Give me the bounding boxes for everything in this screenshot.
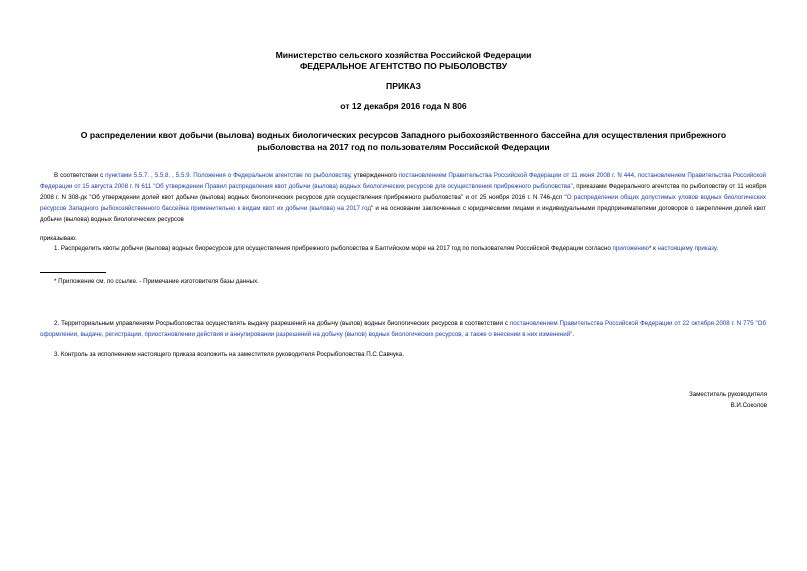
- government-resolution-611-link[interactable]: постановлением Правительства Российской Федерации от 15 августа 2008 г. N 611 "Об утверждении Правил распределения квот добычи (вылова) водных биологических ресурсов для осуществления прибрежного рыболовства": [40, 172, 767, 190]
- order-word: приказываю:: [40, 235, 77, 242]
- item-2-paragraph: [40, 318, 766, 340]
- order-746-link[interactable]: О распределении общих допустимых уловов водных биологических ресурсов Западного рыбохозяйственного бассейна применительно к видам квот их добычи (вылова) на 2017 год: [40, 194, 766, 212]
- item-1-paragraph: [40, 243, 766, 254]
- this-order-link[interactable]: настоящему приказу: [657, 245, 717, 252]
- item-1-text: * к: [648, 245, 658, 252]
- appendix-link[interactable]: приложению: [612, 245, 649, 252]
- preamble-paragraph: [40, 170, 766, 225]
- item-1-text: .: [716, 245, 719, 252]
- agency-name: ФЕДЕРАЛЬНОЕ АГЕНТСТВО ПО РЫБОЛОВСТВУ: [299, 61, 508, 71]
- preamble-text: ,: [634, 172, 638, 179]
- preamble-text: В соответствии с: [54, 172, 106, 179]
- document-date-number: от 12 декабря 2016 года N 806: [340, 101, 467, 111]
- regulation-clauses-link[interactable]: пунктами 5.5.7. , 5.5.8. , 5.5.9. Положения о Федеральном агентстве по рыболовству: [105, 172, 351, 179]
- preamble-text: " и на основании заключенных с юридическими лицами и индивидуальными предпринимателями договоров о закреплении долей квот добычи (вылова) водных биологических ресурсов: [40, 205, 766, 223]
- item-2-text: 2. Территориальным управлениям Росрыболовства осуществлять выдачу разрешений на добычу (вылов) водных биологических ресурсов в соответствии с: [54, 320, 510, 327]
- document-title: О распределении квот добычи (вылова) водных биологических ресурсов Западного рыбохозяйственного бассейна для осуществления прибрежного рыболовства на 2017 год по пользователям Российской Федерации: [80, 130, 727, 152]
- government-resolution-444-link[interactable]: постановлением Правительства Российской Федерации от 11 июня 2008 г. N 444: [398, 172, 635, 179]
- document-type: ПРИКАЗ: [386, 81, 421, 91]
- item-2-text: .: [572, 331, 575, 338]
- signatory-position: Заместитель руководителя: [688, 391, 767, 398]
- government-resolution-775-link[interactable]: постановлением Правительства Российской Федерации от 22 октября 2008 г. N 775 "Об оформлении, выдаче, регистрации, приостановлении действия и аннулировании разрешений на добычу (вылов) водных биологических ресурсов, а также о внесении в них изменений": [40, 320, 767, 338]
- preamble-text: , утвержденного: [350, 172, 399, 179]
- footnote-divider: [40, 272, 106, 273]
- footnote: * Приложение см. по ссылке. - Примечание изготовителя базы данных.: [54, 278, 259, 285]
- item-3-paragraph: 3. Контроль за исполнением настоящего приказа возложить на заместителя руководителя Росрыболовства П.С.Савчука.: [54, 351, 404, 358]
- ministry-name: Министерство сельского хозяйства Российской Федерации: [275, 50, 532, 60]
- preamble-text: , приказами Федерального агентства по рыболовству от 11 ноября 2008 г. N 308-дк "Об утверждении долей квот добычи (вылова) водных биологических ресурсов для осуществления прибрежного рыболовства" и от 25 ноября 2016 г. N 746-дсп ": [40, 183, 766, 201]
- signatory-name: В.И.Соколов: [730, 402, 767, 409]
- item-1-text: 1. Распределить квоты добычи (вылова) водных биоресурсов для осуществления прибрежного рыболовства в Балтийском море на 2017 год по пользователям Российской Федерации согласно: [54, 245, 613, 252]
